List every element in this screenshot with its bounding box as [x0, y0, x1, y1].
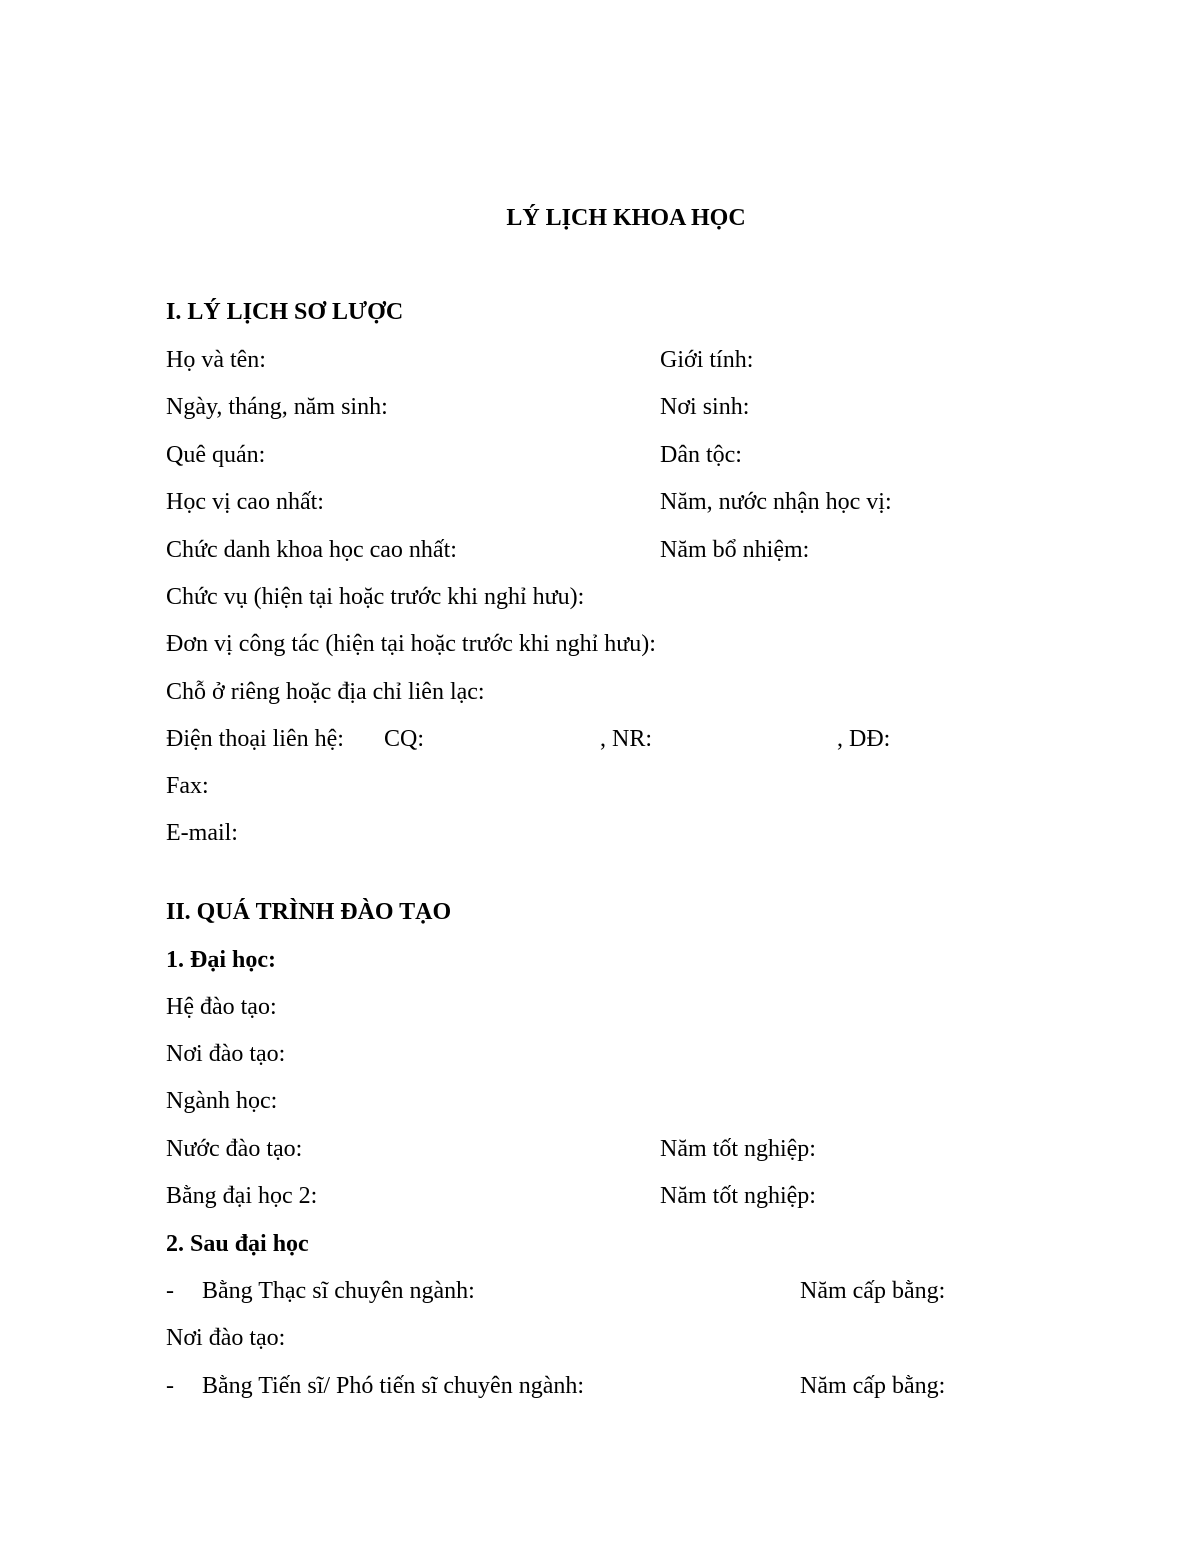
field-highest-degree: Học vị cao nhất:	[166, 489, 324, 515]
field-academic-title: Chức danh khoa học cao nhất:	[166, 537, 457, 563]
undergrad-heading: 1. Đại học:	[166, 947, 276, 973]
document-title: LÝ LỊCH KHOA HỌC	[506, 205, 746, 231]
field-training-country: Nước đào tạo:	[166, 1136, 303, 1162]
field-ethnicity: Dân tộc:	[660, 442, 742, 468]
field-degree-year-country: Năm, nước nhận học vị:	[660, 489, 892, 515]
field-second-degree: Bằng đại học 2:	[166, 1183, 318, 1209]
field-training-system: Hệ đào tạo:	[166, 994, 277, 1020]
field-major: Ngành học:	[166, 1088, 278, 1114]
field-birth-date: Ngày, tháng, năm sinh:	[166, 394, 388, 420]
field-hometown: Quê quán:	[166, 442, 266, 468]
field-phone-mobile: , DĐ:	[837, 726, 891, 752]
list-dash: -	[166, 1278, 174, 1304]
field-training-place: Nơi đào tạo:	[166, 1041, 286, 1067]
field-masters-place: Nơi đào tạo:	[166, 1325, 286, 1351]
field-graduation-year: Năm tốt nghiệp:	[660, 1136, 816, 1162]
field-doctorate-major: Bằng Tiến sĩ/ Phó tiến sĩ chuyên ngành:	[202, 1373, 585, 1399]
field-full-name: Họ và tên:	[166, 347, 266, 373]
list-dash: -	[166, 1373, 174, 1399]
field-graduation-year-2: Năm tốt nghiệp:	[660, 1183, 816, 1209]
postgrad-heading: 2. Sau đại học	[166, 1231, 309, 1257]
field-fax: Fax:	[166, 773, 209, 799]
field-address: Chỗ ở riêng hoặc địa chỉ liên lạc:	[166, 679, 485, 705]
field-phone-home: , NR:	[600, 726, 653, 752]
field-workplace: Đơn vị công tác (hiện tại hoặc trước khi nghỉ hưu):	[166, 631, 656, 657]
field-birth-place: Nơi sinh:	[660, 394, 750, 420]
field-gender: Giới tính:	[660, 347, 754, 373]
field-phone-label: Điện thoại liên hệ:	[166, 726, 344, 752]
field-email: E-mail:	[166, 820, 238, 846]
section-1-heading: I. LÝ LỊCH SƠ LƯỢC	[166, 299, 404, 325]
field-phone-office: CQ:	[384, 726, 425, 752]
field-position: Chức vụ (hiện tại hoặc trước khi nghỉ hưu):	[166, 584, 585, 610]
field-appointment-year: Năm bổ nhiệm:	[660, 537, 810, 563]
field-masters-major: Bằng Thạc sĩ chuyên ngành:	[202, 1278, 475, 1304]
field-masters-year: Năm cấp bằng:	[800, 1278, 946, 1304]
section-2-heading: II. QUÁ TRÌNH ĐÀO TẠO	[166, 899, 452, 925]
field-doctorate-year: Năm cấp bằng:	[800, 1373, 946, 1399]
